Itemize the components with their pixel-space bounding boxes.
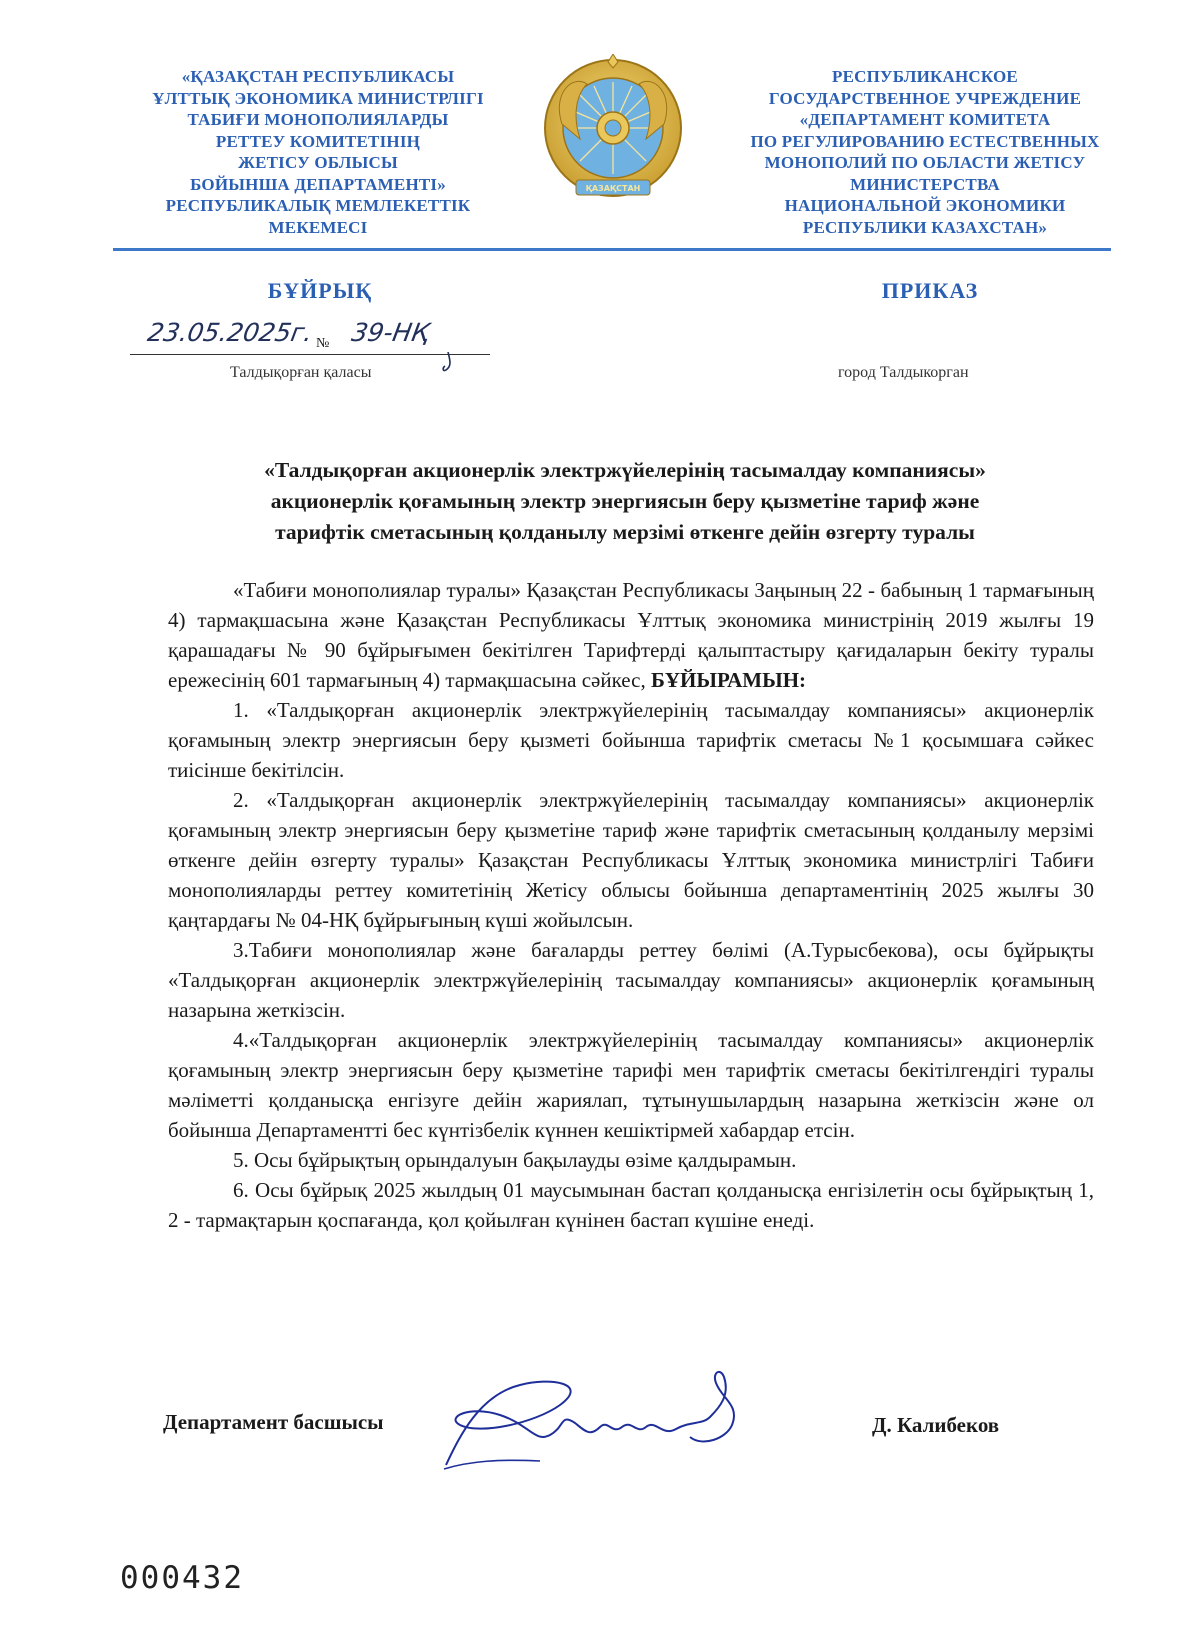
order-number: 39-НҚ bbox=[349, 318, 432, 347]
city-kazakh: Талдықорған қаласы bbox=[230, 364, 372, 381]
header-russian-block bbox=[700, 66, 1150, 238]
signatory-title: Департамент басшысы bbox=[163, 1410, 384, 1434]
emblem-text: ҚАЗАҚСТАН bbox=[585, 184, 641, 193]
header-line: РЕСПУБЛИКИ КАЗАХСТАН» bbox=[802, 217, 1048, 237]
header-kazakh-block bbox=[118, 66, 518, 238]
order-body bbox=[168, 575, 1094, 1235]
header-line: ПО РЕГУЛИРОВАНИЮ ЕСТЕСТВЕННЫХ bbox=[750, 131, 1100, 151]
header-line: НАЦИОНАЛЬНОЙ ЭКОНОМИКИ bbox=[784, 196, 1066, 215]
city-russian: город Талдыкорган bbox=[838, 364, 969, 381]
header-line: РЕСПУБЛИКАЛЫҚ МЕМЛЕКЕТТІК bbox=[165, 196, 471, 215]
header-line: РЕТТЕУ КОМИТЕТІНІҢ bbox=[215, 131, 421, 151]
header-line: РЕСПУБЛИКАНСКОЕ bbox=[832, 67, 1018, 86]
order-title-russian: ПРИКАЗ bbox=[881, 278, 979, 303]
order-date: 23.05.2025г. bbox=[145, 318, 315, 347]
order-item-2: 2. «Талдықорған акционерлік электржүйелерінің тасымалдау компаниясы» акционерлік қоғамының электр энергиясын беру қызметіне тариф және тарифтік сметасының қолданылу мерзімі өткенге дейін өзгерту туралы» Қазақстан Республикасы Ұлттық экономика министрлігі Табиғи монополияларды реттеу комитетінің Жетісу облысы бойынша департаментінің 2025 жылғы 30 қаңтардағы № 04-НҚ бұйрығының күші жойылсын. bbox=[168, 788, 1094, 932]
header-line: «ҚАЗАҚСТАН РЕСПУБЛИКАСЫ bbox=[181, 67, 455, 86]
order-item-4: 4.«Талдықорған акционерлік электржүйелерінің тасымалдау компаниясы» акционерлік қоғамының электр энергиясын беру қызметіне тарифі мен тарифтік сметасы бекітілгендігі туралы мәліметті қолданысқа енгізуге дейін жариялап, тұтынушылардың назарына жеткізсін және ол бойынша Департаментті бес күнтізбелік күннен кешіктірмей хабардар етсін. bbox=[168, 1028, 1094, 1142]
header-line: МЕКЕМЕСІ bbox=[268, 217, 368, 237]
handwritten-signature-icon bbox=[440, 1365, 770, 1475]
header-line: ҰЛТТЫҚ ЭКОНОМИКА МИНИСТРЛІГІ bbox=[152, 88, 484, 108]
handwritten-hook-icon bbox=[440, 352, 460, 374]
date-underline bbox=[130, 354, 490, 355]
order-item-6: 6. Осы бұйрық 2025 жылдың 01 маусымынан бастап қолданысқа енгізілетін осы бұйрықтың 1, 2 - тармақтарын қоспағанда, қол қойылған күнінен бастап күшіне енеді. bbox=[168, 1178, 1094, 1232]
header-line: «ДЕПАРТАМЕНТ КОМИТЕТА bbox=[799, 110, 1051, 129]
order-word: БҰЙЫРАМЫН: bbox=[650, 668, 807, 692]
order-item-5: 5. Осы бұйрықтың орындалуын бақылауды өзіме қалдырамын. bbox=[233, 1148, 797, 1172]
header-line: МИНИСТЕРСТВА bbox=[850, 174, 1000, 194]
document-number: 000432 bbox=[120, 1560, 244, 1596]
header-line: ГОСУДАРСТВЕННОЕ УЧРЕЖДЕНИЕ bbox=[768, 88, 1082, 108]
header-line: МОНОПОЛИЙ ПО ОБЛАСТИ ЖЕТІСУ bbox=[764, 153, 1086, 172]
kazakhstan-state-emblem-icon bbox=[542, 54, 684, 212]
header-line: ТАБИҒИ МОНОПОЛИЯЛАРДЫ bbox=[187, 110, 449, 129]
subject-line: «Талдықорған акционерлік электржүйелерінің тасымалдау компаниясы» bbox=[264, 458, 986, 482]
preamble-text: «Табиғи монополиялар туралы» Қазақстан Республикасы Заңының 22 - бабының 1 тармағының 4) тармақшасына және Қазақстан Республикасы Ұлттық экономика министрінің 2019 жылғы 19 қарашадағы № 90 бұйрығымен бекітілген Тарифтерді қалыптастыру қағидаларын бекіту туралы ережесінің 601 тармағының 4) тармақшасына сәйкес, bbox=[168, 578, 1094, 692]
header-divider bbox=[113, 248, 1111, 251]
order-subject bbox=[160, 455, 1090, 548]
preamble-paragraph bbox=[168, 575, 1094, 695]
header-line: ЖЕТІСУ ОБЛЫСЫ bbox=[238, 153, 398, 172]
subject-line: тарифтік сметасының қолданылу мерзімі өткенге дейін өзгерту туралы bbox=[275, 520, 975, 544]
subject-line: акционерлік қоғамының электр энергиясын беру қызметіне тариф және bbox=[270, 489, 980, 513]
order-title-kazakh: БҰЙРЫҚ bbox=[267, 278, 373, 303]
order-item-1: 1. «Талдықорған акционерлік электржүйелерінің тасымалдау компаниясы» акционерлік қоғамының электр энергиясын беру қызметі бойынша тарифтік сметасы №1 қосымшаға сәйкес тиісінше бекітілсін. bbox=[168, 698, 1094, 782]
header-line: БОЙЫНША ДЕПАРТАМЕНТІ» bbox=[190, 174, 446, 194]
signatory-name: Д. Калибеков bbox=[872, 1413, 1000, 1437]
order-number-label: № bbox=[316, 336, 330, 351]
order-item-3: 3.Табиғи монополиялар және бағаларды реттеу бөлімі (А.Турысбекова), осы бұйрықты «Талдықорған акционерлік электржүйелерінің тасымалдау компаниясы» акционерлік қоғамының назарына жеткізсін. bbox=[168, 938, 1094, 1022]
